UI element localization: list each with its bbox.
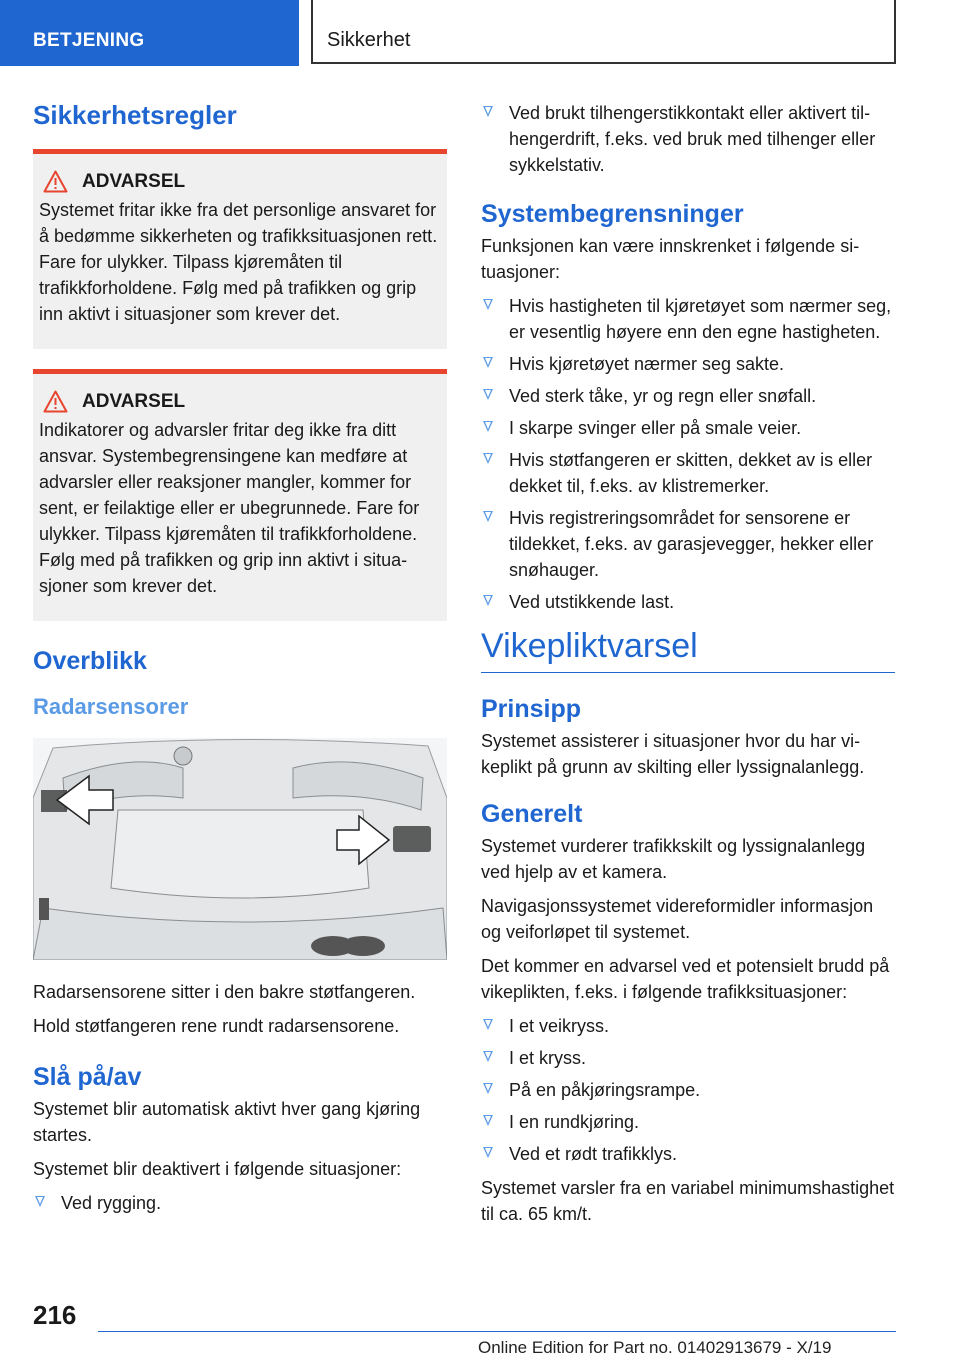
onoff-text-1: Systemet blir automatisk aktivt hver gang kjøring startes.: [33, 1099, 421, 1145]
list-item: Ved et rødt trafikklys.: [481, 1141, 895, 1167]
bullet-triangle-icon: [483, 511, 493, 522]
warning-label: ADVARSEL: [82, 390, 186, 412]
list-item: Ved utstikkende last.: [481, 589, 895, 615]
general-list: [481, 1013, 895, 1167]
continued-list: [481, 100, 895, 178]
warning-text: Systemet fritar ikke fra det personlige ansvaret for å bedømme sikkerheten og trafikksituasjonen rett. Fare for ulykker. Tilpass kjøremåten til trafikkforholdene. Følg med på trafikken og grip inn aktivt i situasjoner som krever det.: [39, 200, 438, 324]
list-item: Ved brukt tilhengerstikkontakt eller aktivert tilhengerdrift, f.eks. ved bruk med tilhenger eller sykkelstativ.: [481, 100, 895, 178]
left-column: [33, 100, 447, 1224]
list-item: I en rundkjøring.: [481, 1109, 895, 1135]
bullet-triangle-icon: [483, 453, 493, 464]
radar-text-2: Hold støtfangeren rene rundt radarsensorene.: [33, 1016, 400, 1036]
list-item: I skarpe svinger eller på smale veier.: [481, 415, 895, 441]
bullet-triangle-icon: [35, 1196, 45, 1207]
warning-text: Indikatorer og advarsler fritar deg ikke fra ditt ansvar. Systembegrensingene kan medføre at advarsler eller reaksjoner mangler, kommer for sent, er feilaktige eller er ubegrunnede. Fare for ulykker. Tilpass kjøremåten til trafikkforholdene. Følg med på trafikken og grip inn aktivt i situasjoner som krever det.: [39, 420, 420, 596]
bullet-triangle-icon: [483, 1083, 493, 1094]
right-column: [481, 100, 895, 1235]
bullet-triangle-icon: [483, 357, 493, 368]
warning-box-1: [33, 149, 447, 349]
bullet-triangle-icon: [483, 595, 493, 606]
list-item: Ved sterk tåke, yr og regn eller snøfall.: [481, 383, 895, 409]
system-limits-heading: Systembegrensninger: [481, 200, 744, 228]
general-text-2: Navigasjonssystemet videreformidler informasjon og veiforløpet til systemet.: [481, 896, 874, 942]
chapter-label: Sikkerhet: [327, 29, 411, 51]
edition-text: Online Edition for Part no. 01402913679 - X/19: [478, 1338, 832, 1357]
warning-box-2: [33, 369, 447, 621]
safety-rules-heading: Sikkerhetsregler: [33, 100, 237, 130]
bullet-triangle-icon: [483, 299, 493, 310]
list-item: I et kryss.: [481, 1045, 895, 1071]
bullet-triangle-icon: [483, 1115, 493, 1126]
onoff-text-2: Systemet blir deaktivert i følgende situasjoner:: [33, 1159, 402, 1179]
radar-text-1: Radarsensorene sitter i den bakre støtfangeren.: [33, 982, 416, 1002]
list-item: Ved rygging.: [33, 1190, 447, 1216]
bullet-triangle-icon: [483, 106, 493, 117]
overview-heading: Overblikk: [33, 647, 147, 675]
chapter-tab: [311, 0, 896, 64]
system-limits-list: [481, 293, 895, 615]
system-limits-text: Funksjonen kan være innskrenket i følgende situasjoner:: [481, 236, 860, 282]
general-text-3: Det kommer en advarsel ved et potensielt brudd på vikeplikten, f.eks. i følgende trafikksituasjoner:: [481, 956, 890, 1002]
general-text-1: Systemet vurderer trafikkskilt og lyssignalanlegg ved hjelp av et kamera.: [481, 836, 866, 882]
rear-bumper-radar-illustration: [33, 738, 447, 960]
general-text-4: Systemet varsler fra en variabel minimumshastighet til ca. 65 km/t.: [481, 1178, 895, 1224]
bullet-triangle-icon: [483, 421, 493, 432]
section-label: BETJENING: [33, 30, 145, 51]
radar-heading: Radarsensorer: [33, 694, 189, 719]
warning-triangle-icon: [43, 170, 68, 193]
general-heading: Generelt: [481, 800, 583, 828]
warning-label: ADVARSEL: [82, 170, 186, 192]
footer-divider: [98, 1331, 896, 1332]
bullet-triangle-icon: [483, 1147, 493, 1158]
page-number: 216: [33, 1300, 77, 1330]
list-item: Hvis kjøretøyet nærmer seg sakte.: [481, 351, 895, 377]
section-tab: [0, 0, 299, 66]
list-item: I et veikryss.: [481, 1013, 895, 1039]
onoff-list: [33, 1190, 447, 1216]
bullet-triangle-icon: [483, 1019, 493, 1030]
principle-text: Systemet assisterer i situasjoner hvor du har vikeplikt på grunn av skilting eller lyssignalanlegg.: [481, 731, 865, 777]
bullet-triangle-icon: [483, 389, 493, 400]
onoff-heading: Slå på/av: [33, 1063, 142, 1091]
list-item: Hvis hastigheten til kjøretøyet som nærmer seg, er vesentlig høyere enn den egne hastigheten.: [481, 293, 895, 345]
principle-heading: Prinsipp: [481, 695, 582, 723]
list-item: Hvis støtfangeren er skitten, dekket av is eller dekket til, f.eks. av klistremerker.: [481, 447, 895, 499]
bullet-triangle-icon: [483, 1051, 493, 1062]
list-item: Hvis registreringsområdet for sensorene er tildekket, f.eks. av garasjevegger, hekker eller snøhauger.: [481, 505, 895, 583]
list-item: På en påkjøringsrampe.: [481, 1077, 895, 1103]
yield-warning-heading: Vikepliktvarsel: [481, 627, 895, 673]
warning-triangle-icon: [43, 390, 68, 413]
